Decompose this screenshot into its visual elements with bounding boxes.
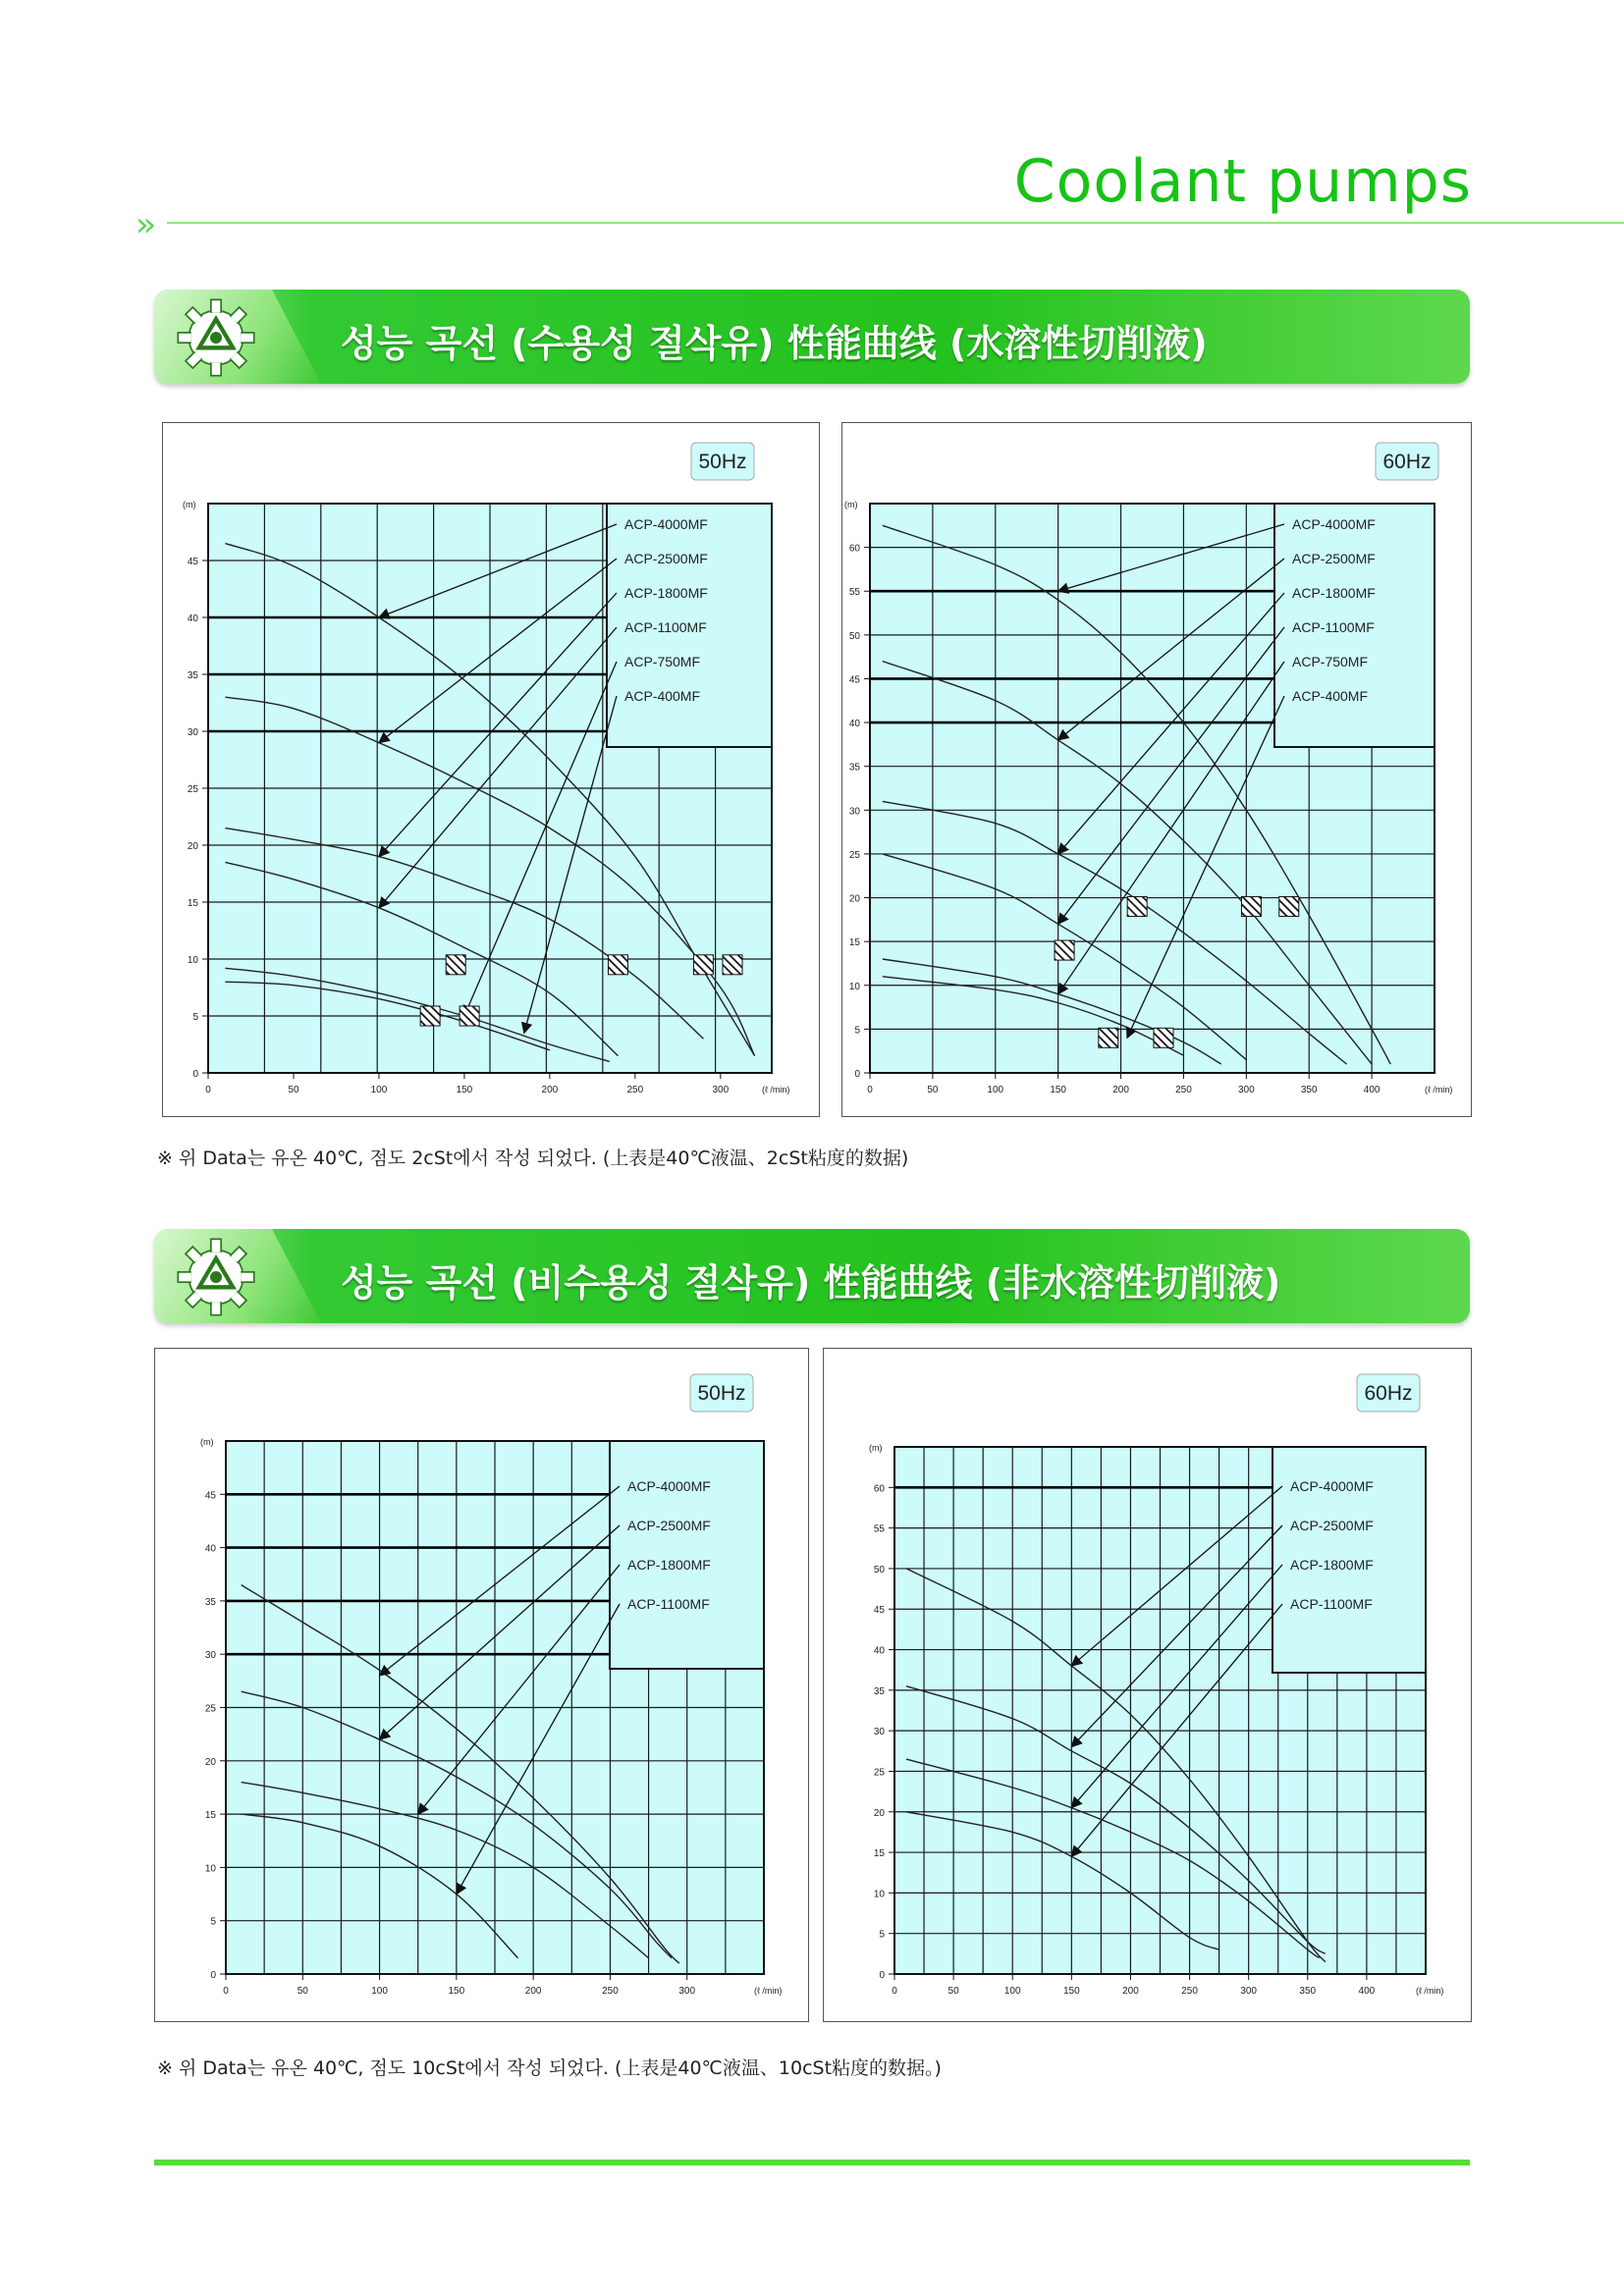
- section-banner-oil-based: [154, 1229, 1470, 1323]
- x-axis-label: (ℓ /min): [1416, 1986, 1444, 1996]
- y-axis-label: (m): [183, 500, 196, 509]
- y-tick-label: 40: [873, 1645, 885, 1657]
- performance-chart-oil-60hz: [824, 1349, 1471, 2021]
- x-tick-label: 350: [1300, 1085, 1318, 1095]
- y-tick-label: 60: [873, 1483, 885, 1495]
- y-tick-label: 40: [187, 614, 198, 624]
- y-tick-label: 45: [873, 1605, 885, 1617]
- legend-label: ACP-2500MF: [624, 551, 708, 566]
- x-tick-label: 350: [1299, 1986, 1317, 1997]
- x-tick-label: 100: [370, 1085, 388, 1095]
- y-tick-label: 15: [204, 1810, 216, 1822]
- y-tick-label: 25: [187, 784, 198, 795]
- chevron-right-icon: ››: [135, 205, 151, 244]
- x-tick-label: 100: [987, 1085, 1004, 1095]
- y-tick-label: 40: [848, 719, 860, 730]
- x-axis-label: (ℓ /min): [762, 1085, 790, 1095]
- x-tick-label: 200: [1122, 1986, 1139, 1997]
- x-tick-label: 50: [927, 1085, 939, 1095]
- x-tick-label: 0: [205, 1085, 211, 1095]
- data-note-oil: ※ 위 Data는 유온 40℃, 점도 10cSt에서 작성 되었다. (上表是40℃液温、10cSt粘度的数据。): [157, 2057, 942, 2079]
- chart-title: 50Hz: [698, 451, 747, 473]
- performance-chart-oil-50hz: [155, 1349, 808, 2021]
- x-tick-label: 200: [541, 1085, 559, 1095]
- y-tick-label: 55: [873, 1523, 885, 1535]
- legend-label: ACP-1100MF: [627, 1596, 710, 1612]
- y-tick-label: 15: [873, 1848, 885, 1860]
- chart-title: 50Hz: [697, 1382, 746, 1405]
- x-tick-label: 50: [288, 1085, 299, 1095]
- y-tick-label: 30: [187, 727, 198, 738]
- chart-panel-water-60hz: [841, 422, 1472, 1117]
- y-tick-label: 5: [854, 1025, 860, 1037]
- hatched-marker: [1279, 896, 1299, 916]
- y-tick-label: 10: [848, 981, 860, 992]
- performance-chart-water-50hz: [163, 423, 819, 1116]
- legend-label: ACP-1100MF: [1290, 1596, 1373, 1612]
- chart-panel-oil-50hz: [154, 1348, 809, 2022]
- y-tick-label: 10: [204, 1863, 216, 1875]
- x-tick-label: 200: [1112, 1085, 1129, 1095]
- y-tick-label: 45: [204, 1490, 216, 1502]
- legend-box: [610, 1441, 764, 1669]
- x-tick-label: 50: [297, 1986, 308, 1997]
- performance-chart-water-60hz: [842, 423, 1471, 1116]
- y-tick-label: 25: [204, 1703, 216, 1715]
- legend-label: ACP-4000MF: [1290, 1478, 1374, 1494]
- legend-label: ACP-2500MF: [1290, 1518, 1374, 1533]
- legend-label: ACP-1100MF: [1292, 619, 1375, 635]
- x-tick-label: 250: [1175, 1085, 1192, 1095]
- y-tick-label: 0: [210, 1970, 216, 1981]
- y-tick-label: 20: [204, 1756, 216, 1768]
- y-axis-label: (m): [200, 1437, 214, 1447]
- data-note-water: ※ 위 Data는 유온 40℃, 점도 2cSt에서 작성 되었다. (上表是40℃液温、2cSt粘度的数据): [157, 1148, 909, 1169]
- gear-icon: [174, 1235, 258, 1319]
- legend-label: ACP-1800MF: [624, 585, 708, 601]
- y-tick-label: 10: [873, 1889, 885, 1900]
- y-tick-label: 35: [873, 1685, 885, 1697]
- hatched-marker: [460, 1006, 479, 1026]
- hatched-marker: [1127, 896, 1147, 916]
- legend-label: ACP-4000MF: [624, 516, 708, 532]
- x-tick-label: 0: [867, 1085, 873, 1095]
- y-tick-label: 40: [204, 1543, 216, 1555]
- x-tick-label: 150: [448, 1986, 465, 1997]
- legend-label: ACP-750MF: [624, 654, 701, 669]
- y-tick-label: 0: [854, 1069, 860, 1080]
- y-tick-label: 25: [873, 1767, 885, 1779]
- x-tick-label: 100: [1003, 1986, 1021, 1997]
- chart-panel-water-50hz: [162, 422, 820, 1117]
- x-tick-label: 0: [223, 1986, 229, 1997]
- y-axis-label: (m): [844, 500, 858, 509]
- x-tick-label: 100: [371, 1986, 388, 1997]
- y-tick-label: 30: [873, 1727, 885, 1738]
- y-tick-label: 20: [187, 841, 198, 852]
- y-tick-label: 0: [879, 1970, 885, 1981]
- page-title: Coolant pumps: [1013, 147, 1472, 216]
- legend-label: ACP-400MF: [624, 688, 701, 704]
- hatched-marker: [1154, 1028, 1173, 1047]
- x-tick-label: 150: [1062, 1986, 1080, 1997]
- x-tick-label: 200: [524, 1986, 542, 1997]
- x-tick-label: 150: [1050, 1085, 1067, 1095]
- y-tick-label: 50: [848, 630, 860, 642]
- x-tick-label: 250: [602, 1986, 619, 1997]
- x-tick-label: 150: [456, 1085, 473, 1095]
- chart-title: 60Hz: [1382, 451, 1432, 473]
- y-tick-label: 50: [873, 1564, 885, 1575]
- banner-title: 성능 곡선 (비수용성 절삭유) 性能曲线 (非水溶性切削液): [341, 1261, 1281, 1305]
- y-tick-label: 35: [204, 1596, 216, 1608]
- x-tick-label: 300: [678, 1986, 696, 1997]
- x-tick-label: 300: [712, 1085, 730, 1095]
- legend-label: ACP-4000MF: [627, 1478, 711, 1494]
- legend-label: ACP-1100MF: [624, 619, 707, 635]
- hatched-marker: [446, 955, 465, 975]
- y-tick-label: 20: [848, 893, 860, 905]
- y-tick-label: 5: [210, 1916, 216, 1928]
- legend-label: ACP-1800MF: [627, 1557, 711, 1573]
- legend-label: ACP-2500MF: [1292, 551, 1376, 566]
- y-tick-label: 55: [848, 587, 860, 599]
- gear-icon: [174, 295, 258, 380]
- y-tick-label: 0: [192, 1069, 198, 1080]
- chart-title: 60Hz: [1364, 1382, 1413, 1405]
- y-tick-label: 35: [187, 670, 198, 681]
- y-tick-label: 15: [848, 937, 860, 949]
- legend-label: ACP-1800MF: [1292, 585, 1376, 601]
- x-tick-label: 250: [1181, 1986, 1198, 1997]
- hatched-marker: [1241, 896, 1261, 916]
- legend-label: ACP-4000MF: [1292, 516, 1376, 532]
- y-tick-label: 45: [848, 674, 860, 686]
- hatched-marker: [1099, 1028, 1118, 1047]
- banner-title: 성능 곡선 (수용성 절삭유) 性能曲线 (水溶性切削液): [341, 322, 1208, 365]
- y-tick-label: 20: [873, 1807, 885, 1819]
- x-tick-label: 250: [626, 1085, 644, 1095]
- x-axis-label: (ℓ /min): [754, 1986, 783, 1996]
- y-tick-label: 35: [848, 762, 860, 774]
- y-tick-label: 30: [204, 1650, 216, 1662]
- legend-label: ACP-1800MF: [1290, 1557, 1374, 1573]
- legend-label: ACP-750MF: [1292, 654, 1369, 669]
- y-axis-label: (m): [869, 1443, 883, 1453]
- chart-panel-oil-60hz: [823, 1348, 1472, 2022]
- hatched-marker: [693, 955, 713, 975]
- section-banner-water-soluble: [154, 290, 1470, 384]
- x-tick-label: 300: [1237, 1085, 1255, 1095]
- x-tick-label: 400: [1363, 1085, 1380, 1095]
- x-axis-label: (ℓ /min): [1425, 1085, 1453, 1095]
- x-tick-label: 400: [1358, 1986, 1376, 1997]
- legend-label: ACP-400MF: [1292, 688, 1369, 704]
- hatched-marker: [1055, 940, 1074, 960]
- y-tick-label: 30: [848, 806, 860, 818]
- y-tick-label: 15: [187, 898, 198, 909]
- y-tick-label: 5: [192, 1012, 198, 1023]
- x-tick-label: 50: [947, 1986, 959, 1997]
- x-tick-label: 300: [1240, 1986, 1258, 1997]
- hatched-marker: [723, 955, 742, 975]
- legend-label: ACP-2500MF: [627, 1518, 711, 1533]
- y-tick-label: 25: [848, 849, 860, 861]
- y-tick-label: 5: [879, 1929, 885, 1941]
- footer-divider: [154, 2160, 1470, 2165]
- hatched-marker: [608, 955, 627, 975]
- x-tick-label: 0: [892, 1986, 897, 1997]
- y-tick-label: 60: [848, 543, 860, 555]
- header-divider: [167, 222, 1624, 224]
- y-tick-label: 10: [187, 955, 198, 966]
- y-tick-label: 45: [187, 557, 198, 567]
- hatched-marker: [420, 1006, 440, 1026]
